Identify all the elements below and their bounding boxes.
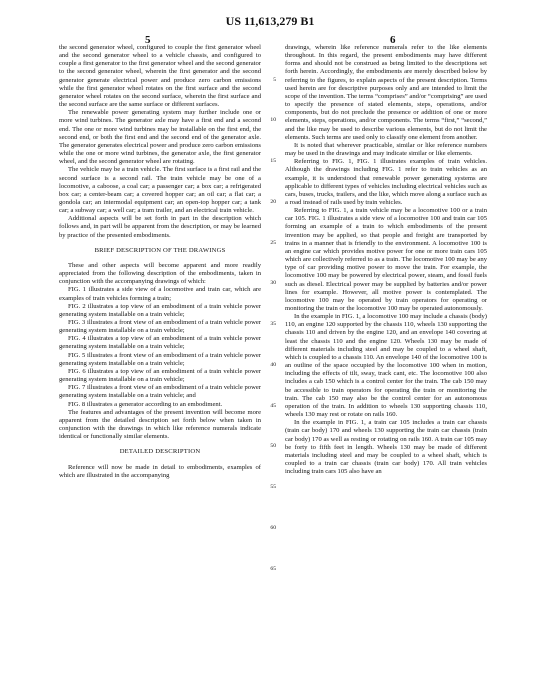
paragraph: These and other aspects will become apparent and more readily appreciated from the following description of the embodiments, taken in conjunction with the accompanying drawings of which: <box>59 261 261 286</box>
paragraph: drawings, wherein like reference numerals refer to the like elements throughout. In this regard, the present embodiments may have different forms and should not be construed as being limited to the descriptions set forth herein. Accordingly, the embodiments are merely described below by referring to the figures, to explain aspects of the present description. Terms used herein are for descriptive purposes only and are intended to limit the scope of the invention. The terms “comprises” and/or “comprising” are used to specify the presence of stated elements, steps, operations, and/or components, but do not preclude the presence or addition of one or more elements, steps, operations, and/or components. The terms “first,” “second,” and the like may be used to describe various elements, but do not limit the elements. Such terms are used only to classify one element from another. <box>285 44 487 141</box>
line-numbers <box>264 44 278 664</box>
line-number: 55 <box>270 484 276 491</box>
paragraph: FIG. 5 illustrates a front view of an embodiment of a train vehicle power generating system installable on a train vehicle; <box>59 351 261 367</box>
paragraph: Additional aspects will be set forth in part in the description which follows and, in part will be apparent from the description, or may be learned by practice of the presented embodiments. <box>59 215 261 239</box>
paragraph: In the example in FIG. 1, a train car 105 includes a train car chassis (train car body) 170 and wheels 130 supporting the train car chassis (train car body) 170 as well as resting or rotating on rails 160. A train car 105 may be forty to fifth feet in length. Wheels 130 may be made of different materials including steel and may be coupled to a wheel shaft, which is coupled to a train car chassis (train car body) 170. All train vehicles including train cars 105 also have an <box>285 419 487 476</box>
line-number: 25 <box>270 239 276 246</box>
paragraph: Referring to FIG. 1, FIG. 1 illustrates examples of train vehicles. Although the drawings including FIG. 1 refer to train vehicles as an example, it is understood that renewable power generating systems are applicable to different types of vehicles including electrical vehicles such as cars, buses, trucks, trailers, and the like, which move along a surface such as a road instead of rails used by train vehicles. <box>285 158 487 206</box>
line-number: 65 <box>270 565 276 572</box>
paragraph: FIG. 8 illustrates a generator according to an embodiment. <box>68 400 223 408</box>
paragraph: the second generator wheel, configured to couple the first generator wheel and the second generator wheel to a vehicle chassis, and configured to couple a first generator to the first generator wheel and the second generator to the second generator wheel, wherein the first generator and the second generator generate electrical power and produce zero carbon emissions while the first generator wheel rotates on the first surface and the second generator wheel rotates on the second surface, wherein the first surface and the second surface are the same surface or different surfaces. <box>59 44 261 109</box>
left-text-column <box>59 44 261 480</box>
right-text-column <box>285 44 487 476</box>
paragraph: The features and advantages of the present invention will become more apparent from the detailed description set forth below when taken in conjunction with the drawings in which like reference numerals indicate identical or functionally similar elements. <box>59 408 261 441</box>
paragraph: It is noted that wherever practicable, similar or like reference numbers may be used in the drawings and may indicate similar or like elements. <box>285 141 487 158</box>
paragraph: In the example in FIG. 1, a locomotive 100 may include a chassis (body) 110, an engine 120 supported by the chassis 110, wheels 130 supporting the chassis 110 and driven by the engine 120, and an envelope 140 covering at least the chassis 110 and the engine 120. Wheels 130 may be made of different materials including steel and may be coupled to a wheel shaft, which is coupled to a chassis 110. An envelope 140 of the locomotive 100 is an outline of the space occupied by the locomotive 100 when in motion, including the effects of tilt, sway, track cant, etc. The locomotive 100 also includes a cab 150 which is a control center for the train. The cab 150 may be accessible to train operators for operating the train or monitoring the train. The cab 150 may also be the control center for an autonomous operation of the train. In addition to wheels 130 supporting chassis 110, wheels 130 may rest or rotate on rails 160. <box>285 313 487 419</box>
paragraph: FIG. 7 illustrates a front view of an embodiment of a train vehicle power generating system installable on a train vehicle; and <box>59 384 261 400</box>
paragraph: The renewable power generating system may further include one or more wind turbines. The generator axle may have a first end and a second end. The one or more wind turbines may be installable on the first end, the second end, or both the first end and the second end of the generator axle. The generator generates electrical power and produce zero carbon emissions while the one or more wind turbines, the generator axle, the first generator wheel, and the second generator wheel are rotating. <box>59 109 261 166</box>
page-number-left: 5 <box>145 34 151 46</box>
line-number: 10 <box>270 117 276 124</box>
patent-number: US 11,613,279 B1 <box>225 14 315 28</box>
paragraph: FIG. 1 illustrates a side view of a locomotive and train car, which are examples of train vehicles forming a train; <box>59 286 261 302</box>
paragraph: FIG. 3 illustrates a front view of an embodiment of a train vehicle power generating system installable on a train vehicle; <box>59 319 261 335</box>
paragraph: Reference will now be made in detail to embodiments, examples of which are illustrated in the accompanying <box>59 463 261 479</box>
section-heading: BRIEF DESCRIPTION OF THE DRAWINGS <box>94 246 226 254</box>
paragraph: FIG. 4 illustrates a top view of an embodiment of a train vehicle power generating system installable on a train vehicle; <box>59 335 261 351</box>
line-number: 45 <box>270 402 276 409</box>
paragraph: The vehicle may be a train vehicle. The first surface is a first rail and the second surface is a second rail. The train vehicle may be one of a locomotive, a caboose, a coal car; a passenger car; a box car; a refrigerated box car; a center-beam car; a covered hopper car; an oil car; a flat car; a gondola car; an intermodal equipment car; an open-top hopper car; a tank car; a subway car; a well car; a tram trailer, and an electrical train vehicle. <box>59 166 261 215</box>
line-number: 15 <box>270 158 276 165</box>
line-number: 40 <box>270 361 276 368</box>
line-number: 30 <box>270 280 276 287</box>
line-number: 5 <box>273 76 276 83</box>
line-number: 20 <box>270 198 276 205</box>
paragraph: FIG. 2 illustrates a top view of an embodiment of a train vehicle power generating system installable on a train vehicle; <box>59 302 261 318</box>
section-heading: DETAILED DESCRIPTION <box>119 448 201 456</box>
line-number: 50 <box>270 443 276 450</box>
line-number: 35 <box>270 321 276 328</box>
paragraph: FIG. 6 illustrates a top view of an embodiment of a train vehicle power generating system installable on a train vehicle; <box>59 367 261 384</box>
page-number-right: 6 <box>390 34 396 46</box>
line-number: 60 <box>270 524 276 531</box>
paragraph: Referring to FIG. 1, a train vehicle may be a locomotive 100 or a train car 105. FIG. 1 illustrates a side view of a locomotive 100 and train car 105 forming an example of a train to which embodiments of the present invention may be applied, so that people and freight are transported by trains in a manner that is friendly to the environment. A locomotive 100 is an engine car which provides motive power for one or more train cars 105 which are collectively referred to as a train. The locomotive 100 may be any type of car providing motive power to move the train. For example, the locomotive 100 may be powered by electrical power, steam, and fossil fuels such as diesel. Electrical power may be supplied by batteries and/or power lines for example. However, all motive power is contemplated. The locomotive 100 may be operated by train operators for operating or monitoring the train or the locomotive 100 may be operated autonomously. <box>285 207 487 312</box>
